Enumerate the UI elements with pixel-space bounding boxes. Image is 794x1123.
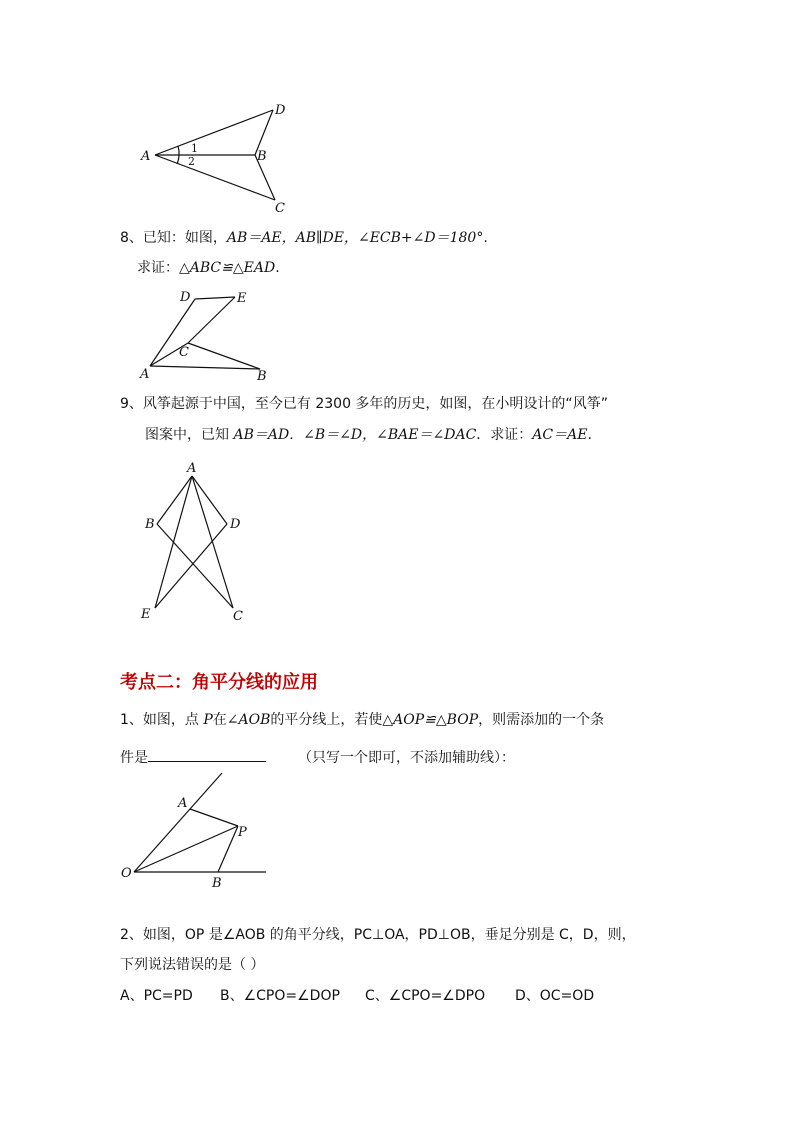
segment-de [195,297,235,299]
segment-ab [150,366,260,369]
segment-op [134,826,238,872]
segment-ad [155,110,273,155]
angle-arc-1 [178,146,179,155]
q8-line1-prefix: 8、已知：如图， [120,230,227,246]
option-d[interactable]: D、OC=OD [515,988,595,1004]
p2-options [120,986,594,1006]
p2-line2: 下列说法错误的是（ ） [120,957,265,973]
q9-line2-prefix: 图案中，已知 [145,427,234,443]
label-d: D [230,517,241,532]
label-b: B [257,149,267,164]
figure-kite [135,458,260,628]
q8-line1 [120,228,488,248]
label-e: E [141,607,151,622]
q9-line2-math: AB＝AD．∠B＝∠D，∠BAE＝∠DAC [233,427,477,443]
segment-bc [157,524,233,608]
figure-q8 [135,286,285,386]
q9-line1: 9、风筝起源于中国，至今已有 2300 多年的历史，如图，在小明设计的“风筝” [120,396,608,412]
label-d: D [180,290,191,305]
p1-in: 在 [212,712,227,728]
figure-angle-bisector-op [118,770,278,890]
option-b[interactable]: B、∠CPO=∠DOP [220,988,340,1004]
q9-line2 [145,425,601,445]
p1-line1-prefix: 1、如图，点 [120,712,204,728]
segment-ce [188,297,235,343]
option-a[interactable]: A、PC=PD [120,988,193,1004]
p1-line2 [120,747,515,768]
label-p: P [238,825,247,840]
segment-ab [157,476,192,524]
segment-de [155,524,227,608]
option-c[interactable]: C、∠CPO=∠DPO [365,988,486,1004]
label-b: B [212,876,222,890]
q8-line2-math: △ABC≌△EAD [179,260,276,276]
p1-congruence: △AOP≌△BOP [382,712,479,728]
p1-line1 [120,710,604,730]
angle-arc-2 [177,155,179,164]
label-b: B [257,369,267,384]
p1-line2-prefix: 件是 [120,750,148,766]
p1-line1-mid: 的平分线上，若使 [270,712,383,728]
ray-oa [134,773,222,872]
q8-line1-math: AB＝AE，AB∥DE，∠ECB+∠D＝180° [226,230,484,246]
q9-line2-math2: AC＝AE [532,427,588,443]
label-angle-1: 1 [191,142,198,155]
p2-line1: 2、如图，OP 是∠AOB 的角平分线，PC⊥OA，PD⊥OB，垂足分别是 C，D，则， [120,927,636,943]
label-c: C [233,609,243,624]
label-d: D [275,103,286,118]
q9-line2-suffix: ． [587,427,602,443]
figure-angle-bisector-abd-acb [135,98,305,218]
q9-line2-mid: ．求证： [476,427,533,443]
label-a: A [178,796,188,811]
segment-cb [188,343,260,369]
segment-ap [190,809,238,826]
label-o: O [121,866,132,881]
label-a: A [141,149,151,164]
label-e: E [237,291,247,306]
label-c: C [275,201,285,216]
answer-blank[interactable] [148,747,266,762]
q8-line2-prefix: 求证： [137,260,179,276]
label-a: A [140,367,150,382]
q8-line2-suffix: . [275,260,280,276]
label-a: A [187,461,197,476]
p1-point: P [203,712,213,728]
q8-line1-suffix: . [483,230,488,246]
q8-line2 [137,258,280,278]
segment-ac [192,476,233,608]
label-c: C [179,345,189,360]
label-angle-2: 2 [188,155,195,168]
p1-line1-suffix: ，则需添加的一个条 [478,712,605,728]
p1-line2-suffix: （只写一个即可，不添加辅助线）： [298,750,515,766]
segment-ad [192,476,227,524]
label-b: B [145,517,155,532]
section-heading: 考点二：角平分线的应用 [120,672,318,693]
p1-angle: ∠AOB [226,712,271,728]
